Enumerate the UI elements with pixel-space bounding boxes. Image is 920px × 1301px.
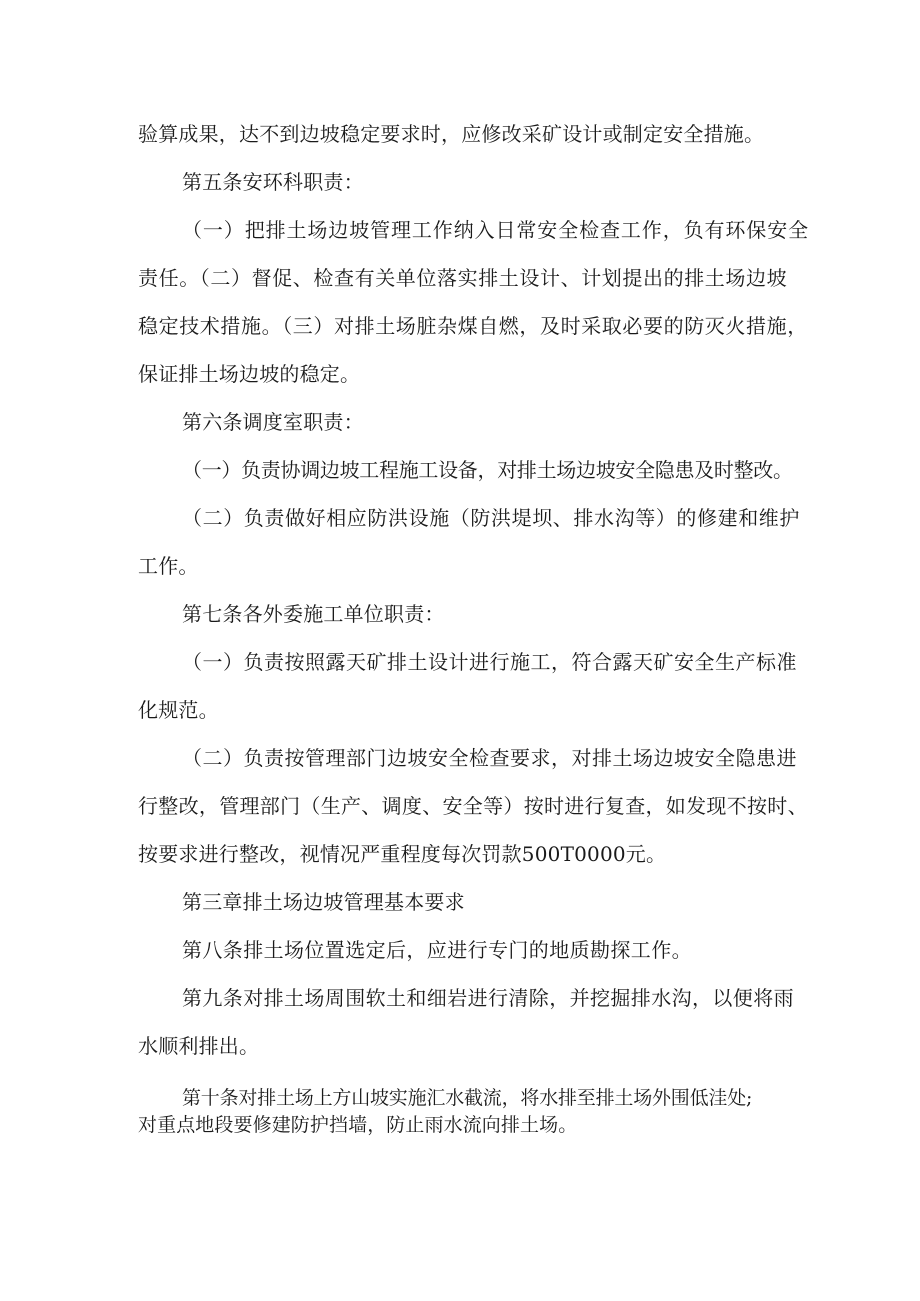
article-heading: 第六条调度室职责：	[182, 410, 364, 434]
text-line: 水顺利排出。	[138, 1034, 260, 1058]
article-heading: 第五条安环科职责：	[182, 170, 364, 194]
text-line: 第八条排土场位置选定后，应进行专门的地质勘探工作。	[182, 938, 692, 962]
text-line: 第九条对排土场周围软土和细岩进行清除，并挖掘排水沟，以便将雨	[182, 986, 794, 1010]
article-heading: 第七条各外委施工单位职责：	[182, 602, 445, 626]
text-line: 第十条对排土场上方山坡实施汇水截流，将水排至排土场外围低洼处;	[182, 1087, 753, 1109]
text-line: 保证排土场边坡的稳定。	[138, 362, 361, 386]
text-line: 验算成果，达不到边坡稳定要求时，应修改采矿设计或制定安全措施。	[138, 122, 765, 146]
text-line: （一）负责协调边坡工程施工设备，对排土场边坡安全隐患及时整改。	[182, 458, 793, 482]
text-line: （一）把排土场边坡管理工作纳入日常安全检查工作，负有环保安全	[182, 218, 809, 242]
text-line: （一）负责按照露天矿排土设计进行施工，符合露天矿安全生产标准	[182, 650, 797, 674]
text-line: （二）负责做好相应防洪设施（防洪堤坝、排水沟等）的修建和维护	[182, 506, 800, 530]
text-line: 稳定技术措施。（三）对排土场脏杂煤自燃，及时采取必要的防灭火措施，	[138, 314, 808, 338]
text-line: 工作。	[138, 554, 199, 578]
text-line: 按要求进行整改，视情况严重程度每次罚款500T0000元。	[138, 842, 667, 866]
chapter-heading: 第三章排土场边坡管理基本要求	[182, 890, 465, 914]
text-line: 责任。（二）督促、检查有关单位落实排土设计、计划提出的排土场边坡	[138, 266, 788, 290]
text-line: 对重点地段要修建防护挡墙，防止雨水流向排土场。	[138, 1114, 578, 1136]
text-line: 化规范。	[138, 698, 219, 722]
text-line: 行整改，管理部门（生产、调度、安全等）按时进行复查，如发现不按时、	[138, 794, 808, 818]
text-line: （二）负责按管理部门边坡安全检查要求，对排土场边坡安全隐患进	[182, 746, 797, 770]
